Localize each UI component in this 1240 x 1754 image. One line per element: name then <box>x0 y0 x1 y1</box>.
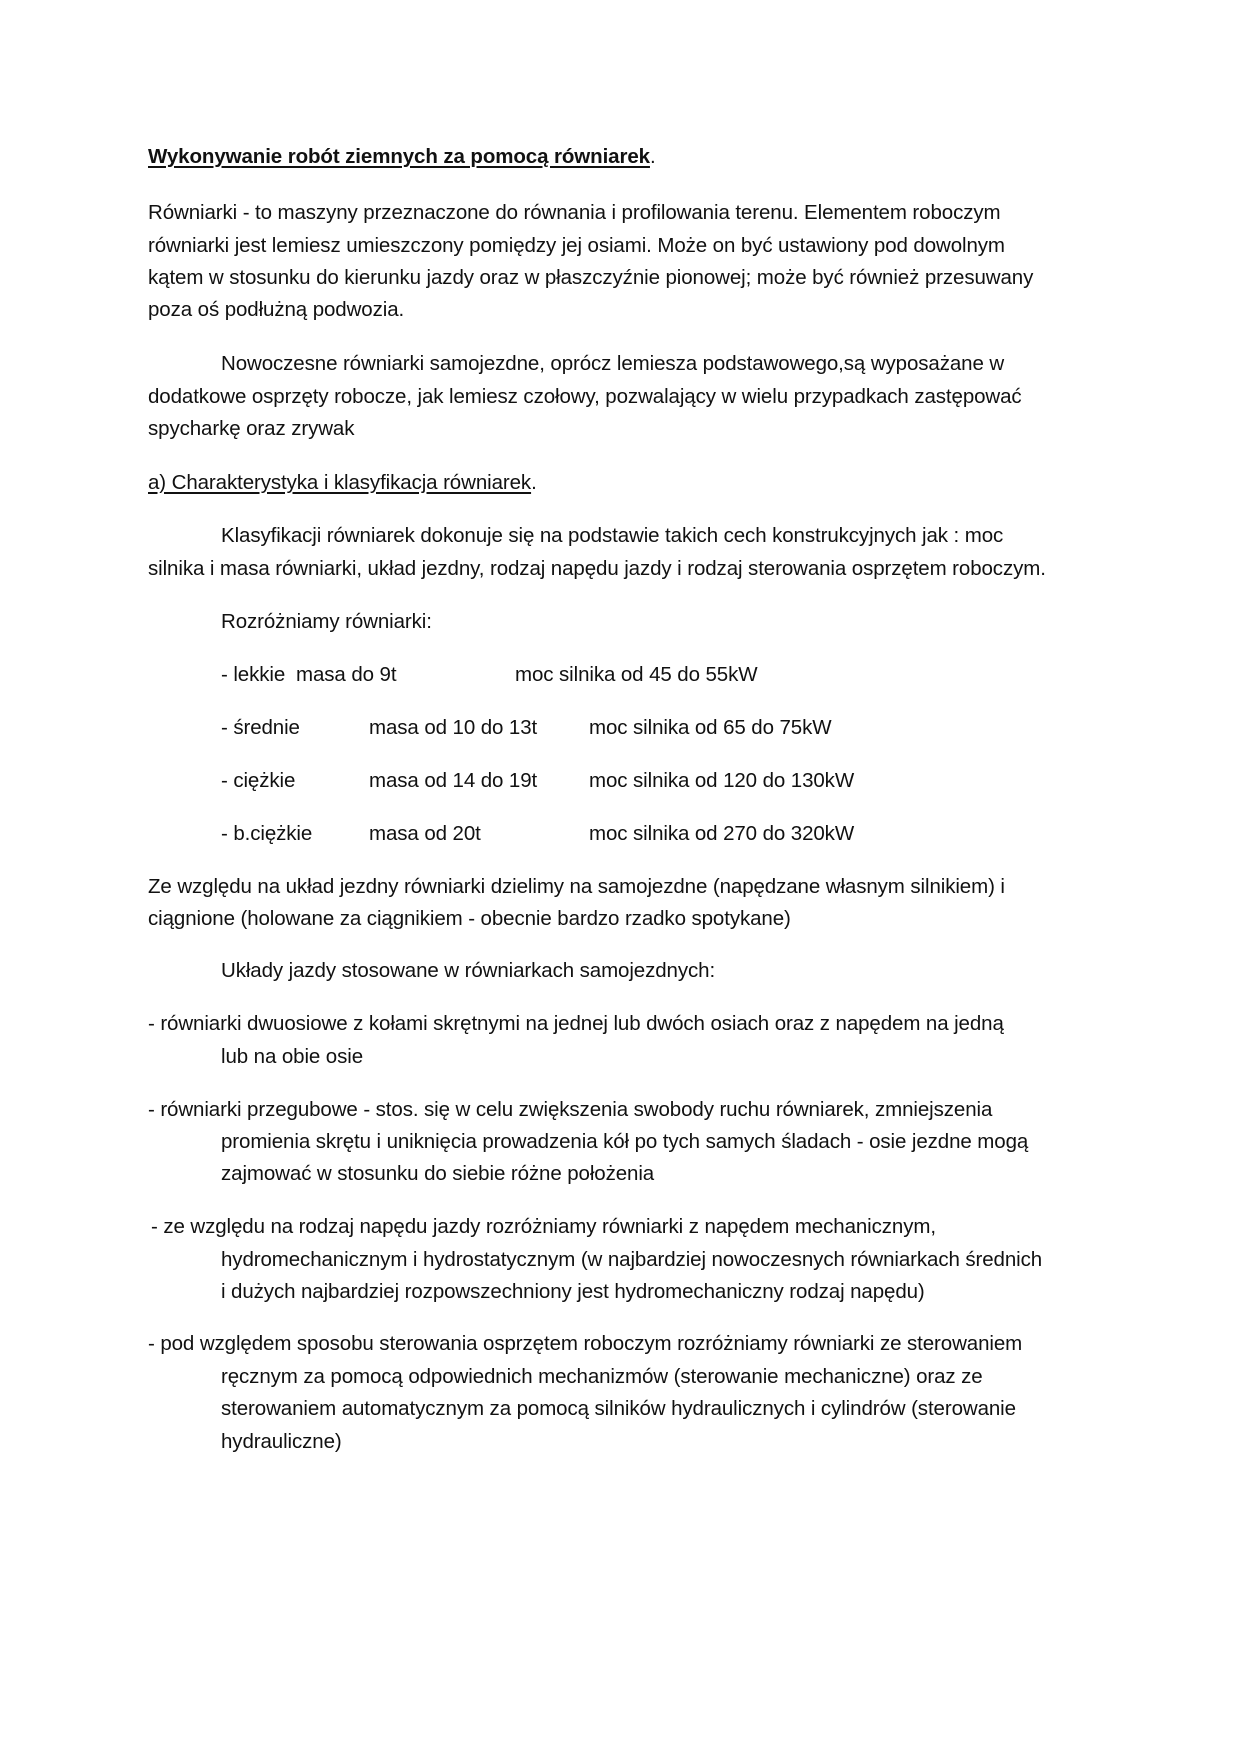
classes-intro: Rozróżniamy równiarki: <box>221 610 432 633</box>
bullet-2-line-3: zajmować w stosunku do siebie różne położenia <box>221 1162 655 1185</box>
paragraph-2-line-3: spycharkę oraz zrywak <box>148 417 355 440</box>
paragraph-3-line-2: silnika i masa równiarki, układ jezdny, rodzaj napędu jazdy i rodzaj sterowania osprzętem roboczym. <box>148 557 1046 580</box>
document-title <box>148 145 656 169</box>
bullet-1-line-1: - równiarki dwuosiowe z kołami skrętnymi na jednej lub dwóch osiach oraz z napędem na jedną <box>148 1012 1004 1035</box>
bullet-3-line-1: - ze względu na rodzaj napędu jazdy rozróżniamy równiarki z napędem mechanicznym, <box>151 1215 936 1238</box>
class-row-light-name: - lekkie <box>221 663 286 686</box>
paragraph-1-line-1: Równiarki - to maszyny przeznaczone do równania i profilowania terenu. Elementem roboczym <box>148 201 1001 224</box>
bullet-1-line-2: lub na obie osie <box>221 1045 364 1068</box>
paragraph-1-line-3: kątem w stosunku do kierunku jazdy oraz w płaszczyźnie pionowej; może być również przesuwany <box>148 266 1034 289</box>
class-row-medium-name: - średnie <box>221 716 300 739</box>
title-text: Wykonywanie robót ziemnych za pomocą równiarek <box>148 145 650 168</box>
paragraph-2-line-1: Nowoczesne równiarki samojezdne, oprócz lemiesza podstawowego,są wyposażane w <box>221 352 1005 375</box>
bullet-3-line-3: i dużych najbardziej rozpowszechniony jest hydromechaniczny rodzaj napędu) <box>221 1280 925 1303</box>
bullet-2-line-2: promienia skrętu i uniknięcia prowadzenia kół po tych samych śladach - osie jezdne mogą <box>221 1130 1029 1153</box>
bullet-4-line-3: sterowaniem automatycznym za pomocą silników hydraulicznych i cylindrów (sterowanie <box>221 1397 1016 1420</box>
class-row-very-heavy-power: moc silnika od 270 do 320kW <box>589 822 855 845</box>
bullet-2-line-1: - równiarki przegubowe - stos. się w celu zwiększenia swobody ruchu równiarek, zmniejszenia <box>148 1098 993 1121</box>
bullet-4-line-2: ręcznym za pomocą odpowiednich mechanizmów (sterowanie mechaniczne) oraz ze <box>221 1365 983 1388</box>
class-row-medium-power: moc silnika od 65 do 75kW <box>589 716 832 739</box>
class-row-very-heavy-mass: masa od 20t <box>369 822 481 845</box>
paragraph-4-line-2: ciągnione (holowane za ciągnikiem - obecnie bardzo rzadko spotykane) <box>148 907 791 930</box>
class-row-heavy-power: moc silnika od 120 do 130kW <box>589 769 855 792</box>
paragraph-1-line-2: równiarki jest lemiesz umieszczony pomiędzy jej osiami. Może on być ustawiony pod dowolnym <box>148 234 1005 257</box>
paragraph-4-line-1: Ze względu na układ jezdny równiarki dzielimy na samojezdne (napędzane własnym silnikiem) i <box>148 875 1005 898</box>
class-row-light-mass: masa do 9t <box>296 663 397 686</box>
paragraph-1-line-4: poza oś podłużną podwozia. <box>148 298 405 321</box>
bullet-4-line-4: hydrauliczne) <box>221 1430 342 1453</box>
class-row-light-power: moc silnika od 45 do 55kW <box>515 663 758 686</box>
bullet-4-line-1: - pod względem sposobu sterowania osprzętem roboczym rozróżniamy równiarki ze sterowaniem <box>148 1332 1023 1355</box>
drive-systems-intro: Układy jazdy stosowane w równiarkach samojezdnych: <box>221 959 716 982</box>
bullet-3-line-2: hydromechanicznym i hydrostatycznym (w najbardziej nowoczesnych równiarkach średnich <box>221 1248 1043 1271</box>
title-period: . <box>649 145 656 168</box>
paragraph-3-line-1: Klasyfikacji równiarek dokonuje się na podstawie takich cech konstrukcyjnych jak : moc <box>221 524 1004 547</box>
class-row-medium-mass: masa od 10 do 13t <box>369 716 538 739</box>
class-row-heavy-name: - ciężkie <box>221 769 296 792</box>
class-row-very-heavy-name: - b.ciężkie <box>221 822 313 845</box>
paragraph-2-line-2: dodatkowe osprzęty robocze, jak lemiesz czołowy, pozwalający w wielu przypadkach zastępować <box>148 385 1022 408</box>
section-a-heading <box>148 471 537 495</box>
section-a-period: . <box>531 471 537 494</box>
class-row-heavy-mass: masa od 14 do 19t <box>369 769 538 792</box>
section-a-text: a) Charakterystyka i klasyfikacja równiarek <box>148 471 532 494</box>
